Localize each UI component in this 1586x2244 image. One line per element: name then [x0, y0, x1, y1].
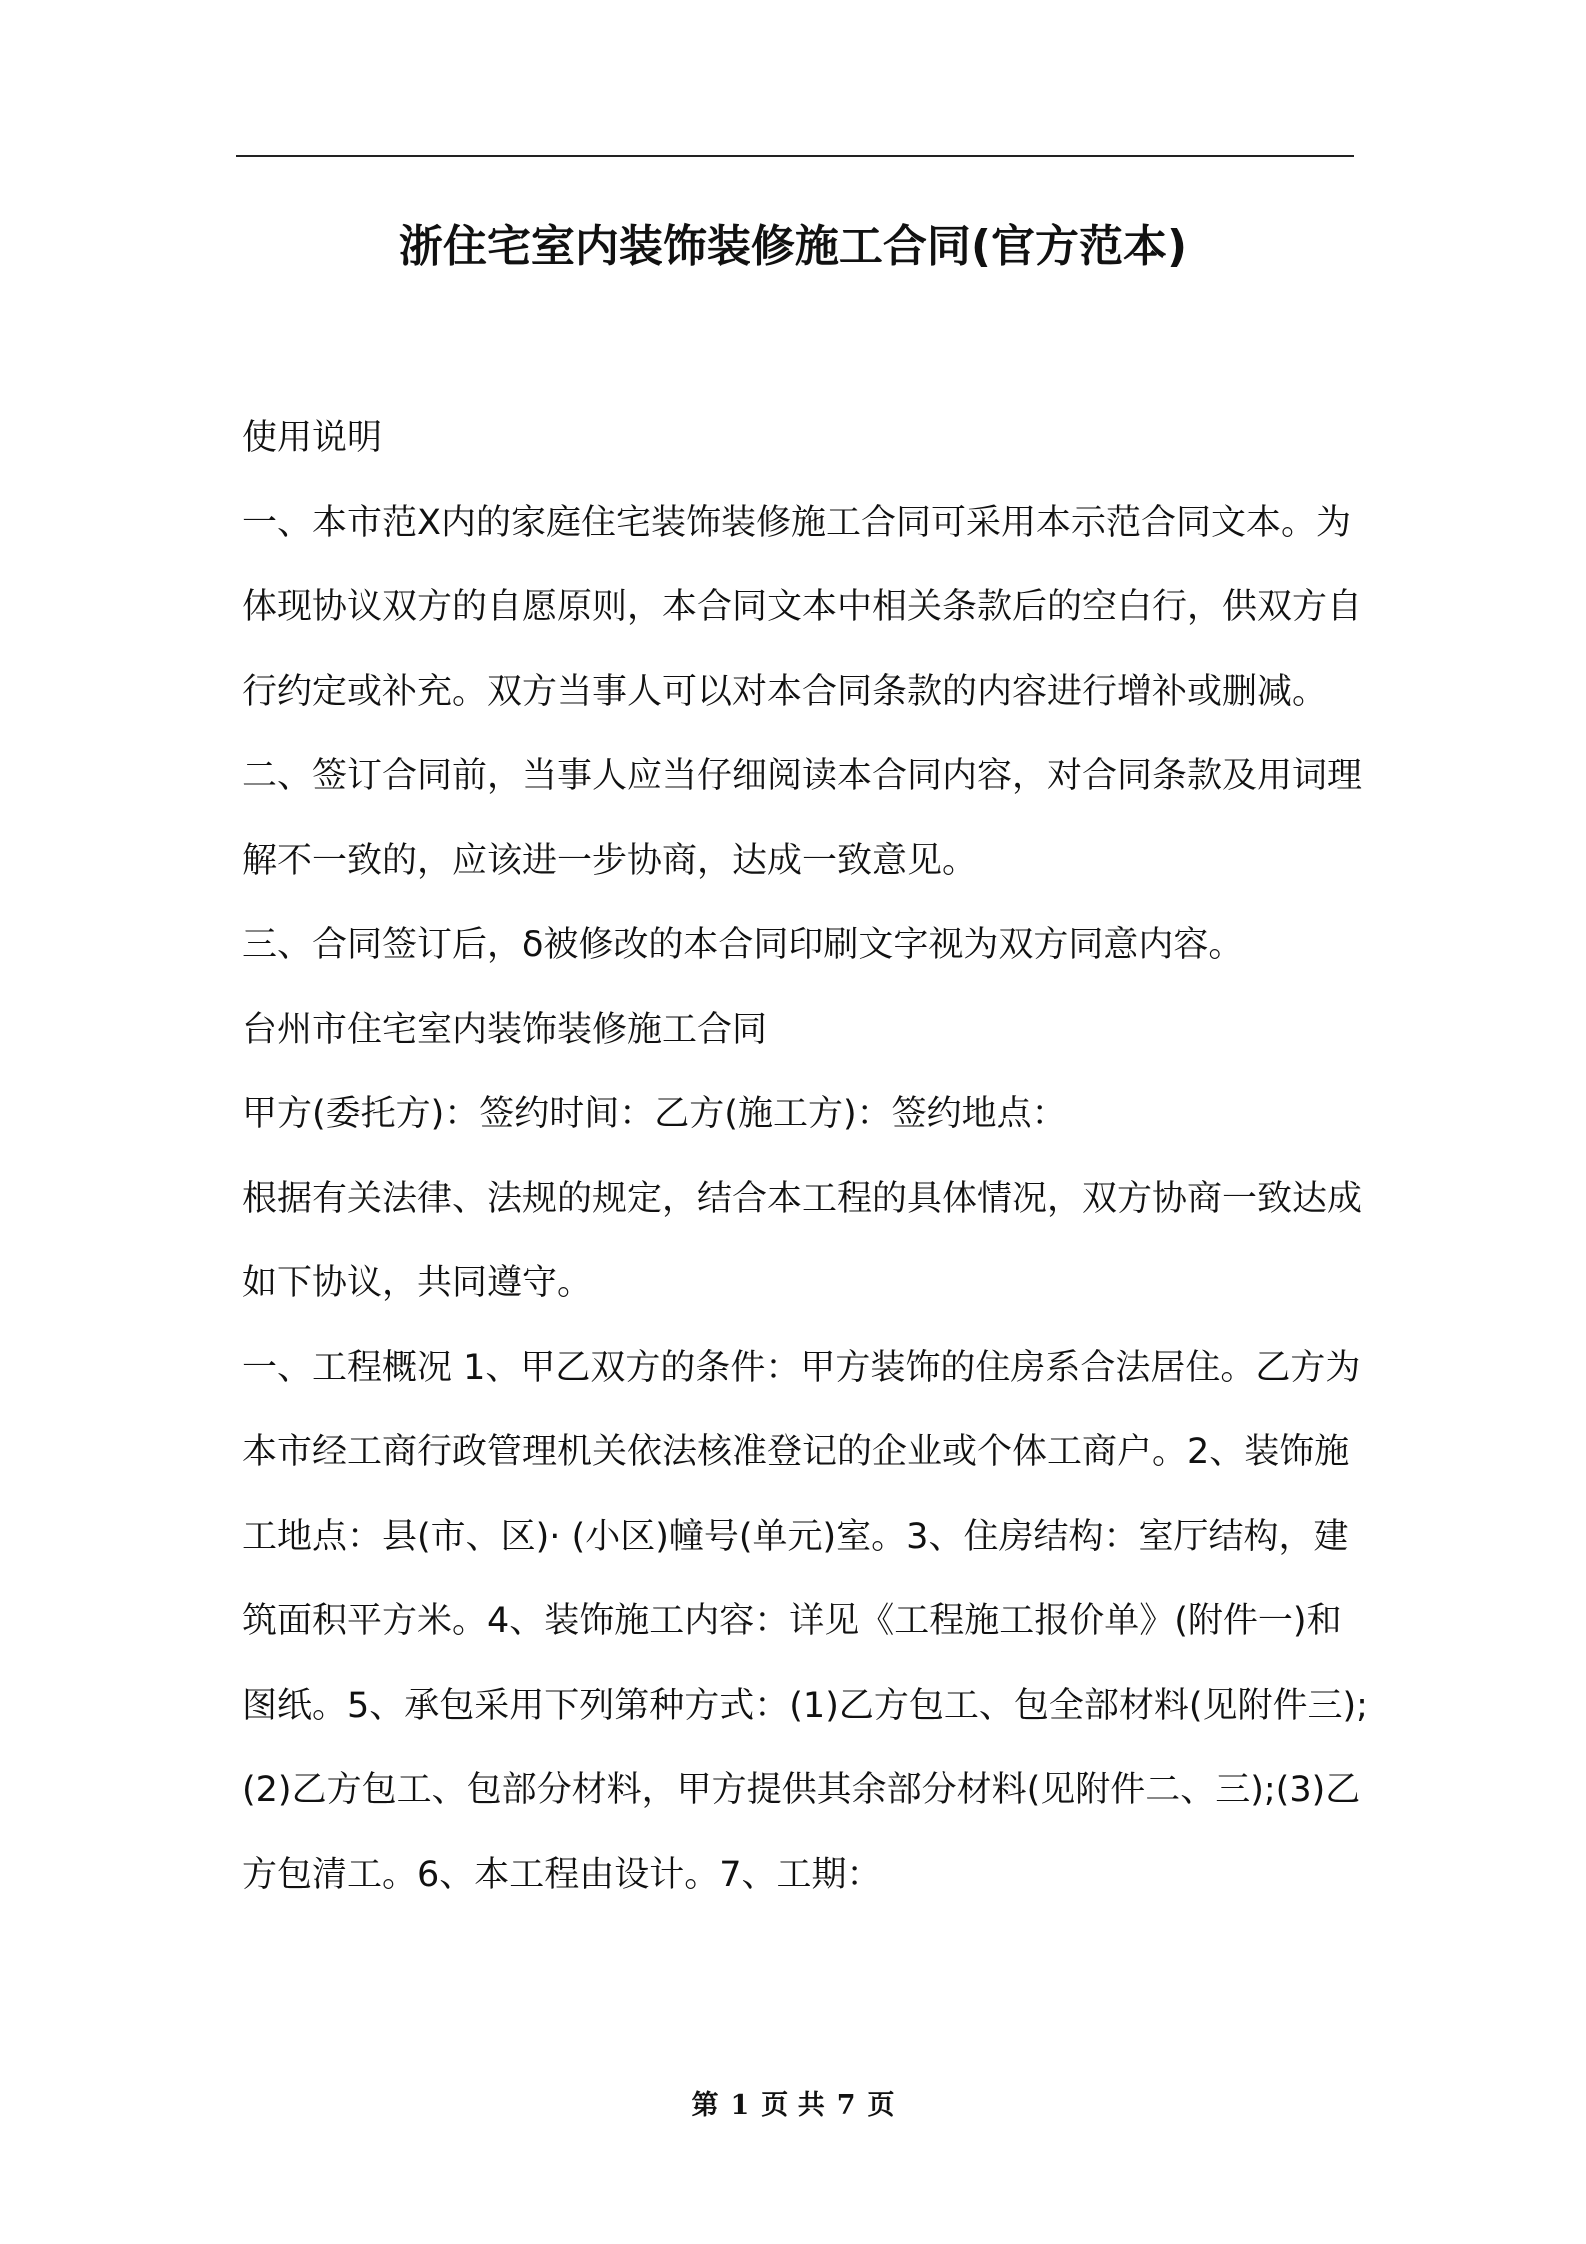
document-title: 浙住宅室内装饰装修施工合同(官方范本): [398, 221, 1188, 272]
footer-page-number: 1: [730, 2090, 750, 2121]
footer-page-total: 7: [836, 2090, 856, 2121]
paragraph-preamble: 根据有关法律、法规的规定，结合本工程的具体情况，双方协商一致达成如下协议，共同遵守。: [242, 1178, 1363, 1303]
paragraph-instruction-1: 一、本市范X内的家庭住宅装饰装修施工合同可采用本示范合同文本。为体现协议双方的自愿原则，本合同文本中相关条款后的空白行，供双方自行约定或补充。双方当事人可以对本合同条款的内容进行增补或删减。: [242, 502, 1363, 712]
paragraph-usage-heading: 使用说明: [242, 418, 383, 458]
paragraph-contract-heading: 台州市住宅室内装饰装修施工合同: [242, 1009, 768, 1050]
footer-prefix: 第: [691, 2090, 719, 2121]
paragraph-parties: 甲方(委托方)：签约时间：乙方(施工方)：签约地点：: [242, 1094, 1067, 1134]
document-body: [242, 396, 1372, 1917]
paragraph-instruction-3: 三、合同签订后，δ被修改的本合同印刷文字视为双方同意内容。: [242, 925, 1244, 965]
footer-mid: 页 共: [761, 2090, 825, 2121]
page-footer: [0, 2086, 1586, 2126]
paragraph-instruction-2: 二、签订合同前，当事人应当仔细阅读本合同内容，对合同条款及用词理解不一致的，应该进一步协商，达成一致意见。: [242, 756, 1363, 881]
paragraph-project-overview: 一、工程概况 1、甲乙双方的条件：甲方装饰的住房系合法居住。乙方为本市经工商行政管理机关依法核准登记的企业或个体工商户。2、装饰施工地点：县(市、区)· (小区)幢号(单元)室。3、住房结构：室厅结构，建筑面积平方米。4、装饰施工内容：详见《工程施工报价单》(附件一)和图纸。5、承包采用下列第种方式：(1)乙方包工、包全部材料(见附件三);(2)乙方包工、包部分材料，甲方提供其余部分材料(见附件二、三);(3)乙方包清工。6、本工程由设计。7、工期：: [242, 1347, 1368, 1895]
header-rule: [236, 155, 1354, 157]
footer-suffix: 页: [867, 2090, 895, 2121]
